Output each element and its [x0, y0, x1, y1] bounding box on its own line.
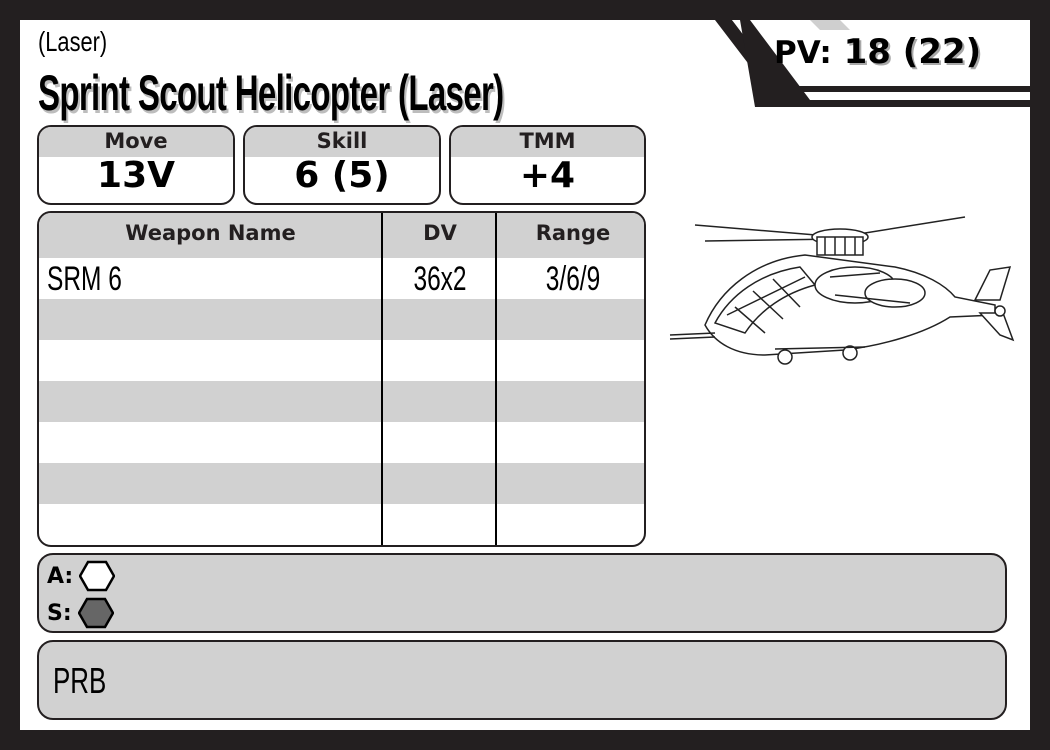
structure-pip-icon[interactable] [78, 597, 114, 629]
special-abilities-text: PRB [53, 660, 107, 701]
weapon-row-empty [39, 504, 644, 545]
variant-name: (Laser) [38, 26, 108, 57]
weapons-table [37, 211, 646, 547]
stat-skill-value: 6 (5) [294, 155, 390, 196]
special-abilities-panel [37, 640, 1007, 720]
helicopter-illustration [665, 215, 1015, 375]
weapon-row-empty [39, 340, 644, 381]
damage-panel [37, 553, 1007, 633]
unit-name: Sprint Scout Helicopter (Laser) [38, 65, 504, 121]
armor-label: A: [47, 563, 74, 589]
weapon-row [39, 258, 644, 299]
point-value [774, 32, 981, 72]
pv-label: PV: [774, 35, 832, 71]
stat-move-value: 13V [97, 155, 175, 196]
weapon-range-cell: 3/6/9 [545, 260, 601, 298]
weapon-dv-cell: 36x2 [413, 260, 467, 298]
unit-card [20, 20, 1030, 730]
weapons-header [39, 213, 644, 258]
stat-tmm-label: TMM [519, 129, 576, 153]
weapon-row-empty [39, 381, 644, 422]
structure-label: S: [47, 600, 72, 626]
weapon-name-cell: SRM 6 [47, 260, 122, 298]
column-divider [495, 213, 497, 545]
weapon-row-empty [39, 463, 644, 504]
header-weapon-name: Weapon Name [125, 221, 296, 245]
header-dv: DV [423, 221, 457, 245]
pv-value: 18 (22) [843, 32, 982, 72]
armor-pip-icon[interactable] [79, 560, 115, 592]
armor-row [47, 558, 115, 594]
stat-skill-label: Skill [316, 129, 368, 153]
stat-move-label: Move [104, 129, 168, 153]
stat-tmm [449, 125, 646, 205]
stat-skill [243, 125, 441, 205]
weapon-row-empty [39, 299, 644, 340]
weapon-row-empty [39, 422, 644, 463]
column-divider [381, 213, 383, 545]
structure-row [47, 595, 114, 631]
stat-move [37, 125, 235, 205]
header-range: Range [535, 221, 611, 245]
stat-tmm-value: +4 [519, 155, 576, 196]
